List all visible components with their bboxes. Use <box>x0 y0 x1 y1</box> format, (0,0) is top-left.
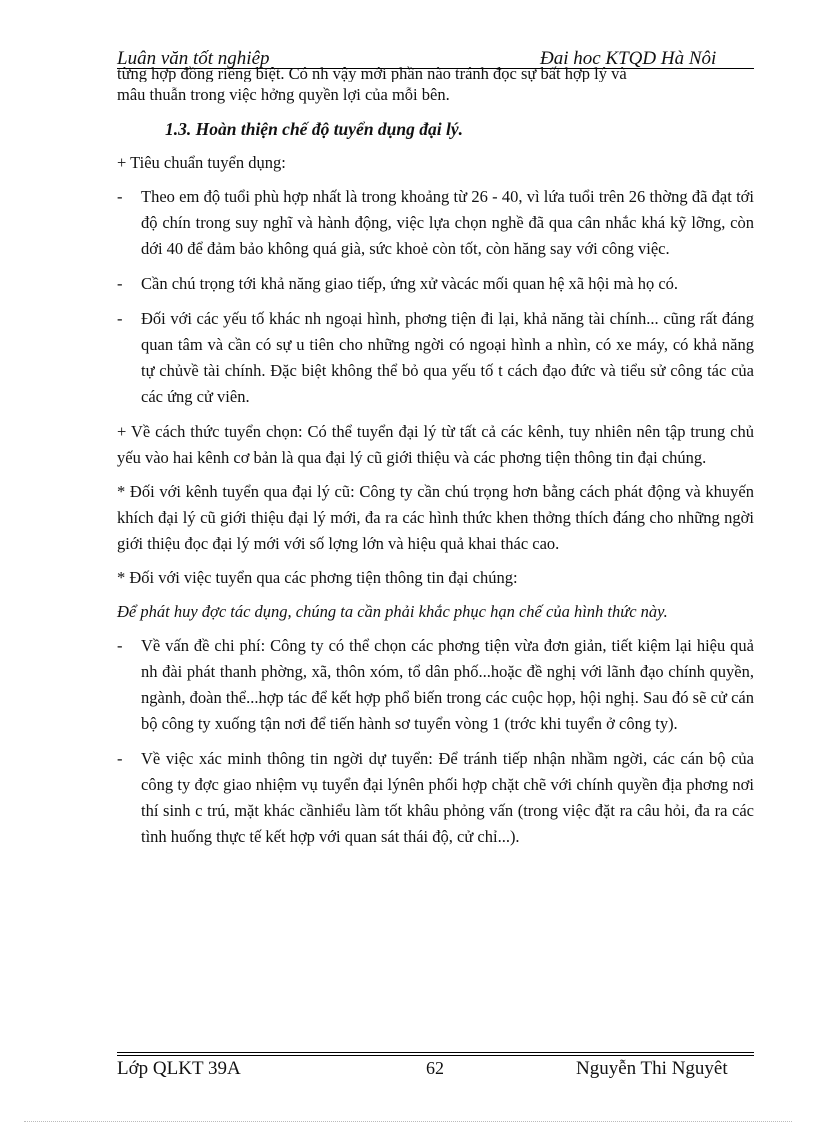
list-item <box>117 184 754 262</box>
list-item-text: Theo em độ tuổi phù hợp nhất là trong khoảng từ 26 - 40, vì lứa tuổi trên 26 thờng đã đạt tới độ chín trong suy nghĩ và hành động, việc lựa chọn nghề đã qua cân nhắc khá kỹ lỡng, còn dới 40 để đảm bảo không quá già, sức khoẻ còn tốt, còn hăng say với công việc. <box>141 187 754 258</box>
page-number: 62 <box>426 1058 444 1078</box>
method-paragraph: + Về cách thức tuyển chọn: Có thể tuyển đại lý từ tất cả các kênh, tuy nhiên nên tập trung chủ yếu vào hai kênh cơ bản là qua đại lý cũ giới thiệu và các phơng tiện thông tin đại chúng. <box>117 422 754 467</box>
section-heading: 1.3. Hoàn thiện chế độ tuyển dụng đại lý. <box>165 119 464 139</box>
footer-rule <box>117 1052 754 1053</box>
page-edge-dots <box>24 1121 792 1122</box>
list-item <box>117 306 754 410</box>
italic-paragraph: Để phát huy đợc tác dụng, chúng ta cần phải khắc phục hạn chế của hình thức này. <box>117 602 668 621</box>
bullet-mark: - <box>117 274 123 293</box>
list-item <box>117 633 754 737</box>
bullet-mark: - <box>117 749 123 768</box>
list-item-text: Về việc xác minh thông tin ngời dự tuyển: Để tránh tiếp nhận nhầm ngời, các cán bộ của công ty đợc giao nhiệm vụ tuyển đại lýnên phối hợp chặt chẽ với chính quyền địa phơng nơi thí sinh c trú, mặt khác cầnhiểu làm tốt khâu phỏng vấn (trong việc đặt ra câu hỏi, đa ra các tình huống thực tế kết hợp với quan sát thái độ, cử chỉ...). <box>141 749 754 846</box>
footer-rule-double <box>117 1055 754 1056</box>
intro-paragraph: mâu thuẫn trong việc hởng quyền lợi của mỗi bên. <box>117 85 450 104</box>
document-body <box>117 66 754 859</box>
header-left: Luân văn tốt nghiêp <box>117 48 270 69</box>
footer-right: Nguyễn Thi Nguyêt <box>576 1058 728 1079</box>
list-item-text: Cần chú trọng tới khả năng giao tiếp, ứng xử vàcác mối quan hệ xã hội mà họ có. <box>141 274 679 293</box>
list-item <box>117 746 754 850</box>
bullet-mark: - <box>117 309 123 328</box>
list-item-text: Về vấn đề chi phí: Công ty có thể chọn các phơng tiện vừa đơn giản, tiết kiệm lại hiệu quả nh đài phát thanh phờng, xã, thôn xóm, tổ dân phố...hoặc đề nghị với lãnh đạo chính quyền, ngành, đoàn thể...hợp tác để kết hợp phổ biến trong các cuộc họp, hội nghị. Sau đó sẽ cử cán bộ công ty xuống tận nơi để tiến hành sơ tuyển vòng 1 (trớc khi tuyển ở công ty). <box>141 636 754 733</box>
list-item-text: Đối với các yếu tố khác nh ngoại hình, phơng tiện đi lại, khả năng tài chính... cũng rất đáng quan tâm và cần có sự u tiên cho những ngời có ngoại hình a nhìn, có xe máy, có khả năng tự chủvề tài chính. Đặc biệt không thể bỏ qua yếu tố t cách đạo đức và tiểu sử công tác của các ứng cử viên. <box>141 309 754 406</box>
clipped-line: từng hợp đồng riêng biệt. Có nh vậy mới phần nào tránh đọc sự bất hợp lý và <box>117 66 627 82</box>
header-right: Đai hoc KTQD Hà Nôi <box>540 48 717 69</box>
criteria-title: + Tiêu chuẩn tuyển dụng: <box>117 153 286 172</box>
bullet-mark: - <box>117 636 123 655</box>
list-item <box>117 271 754 297</box>
footer-left: Lớp QLKT 39A <box>117 1058 241 1079</box>
bullet-mark: - <box>117 187 123 206</box>
old-agent-paragraph: * Đối với kênh tuyển qua đại lý cũ: Công ty cần chú trọng hơn bằng cách phát động và khuyến khích đại lý cũ giới thiệu đại lý mới, đa ra các hình thức khen thởng thích đáng cho những ngời giới thiệu đọc đại lý mới với số lợng lớn và hiệu quả khai thác cao. <box>117 482 754 553</box>
media-paragraph: * Đối với việc tuyển qua các phơng tiện thông tin đại chúng: <box>117 568 518 587</box>
